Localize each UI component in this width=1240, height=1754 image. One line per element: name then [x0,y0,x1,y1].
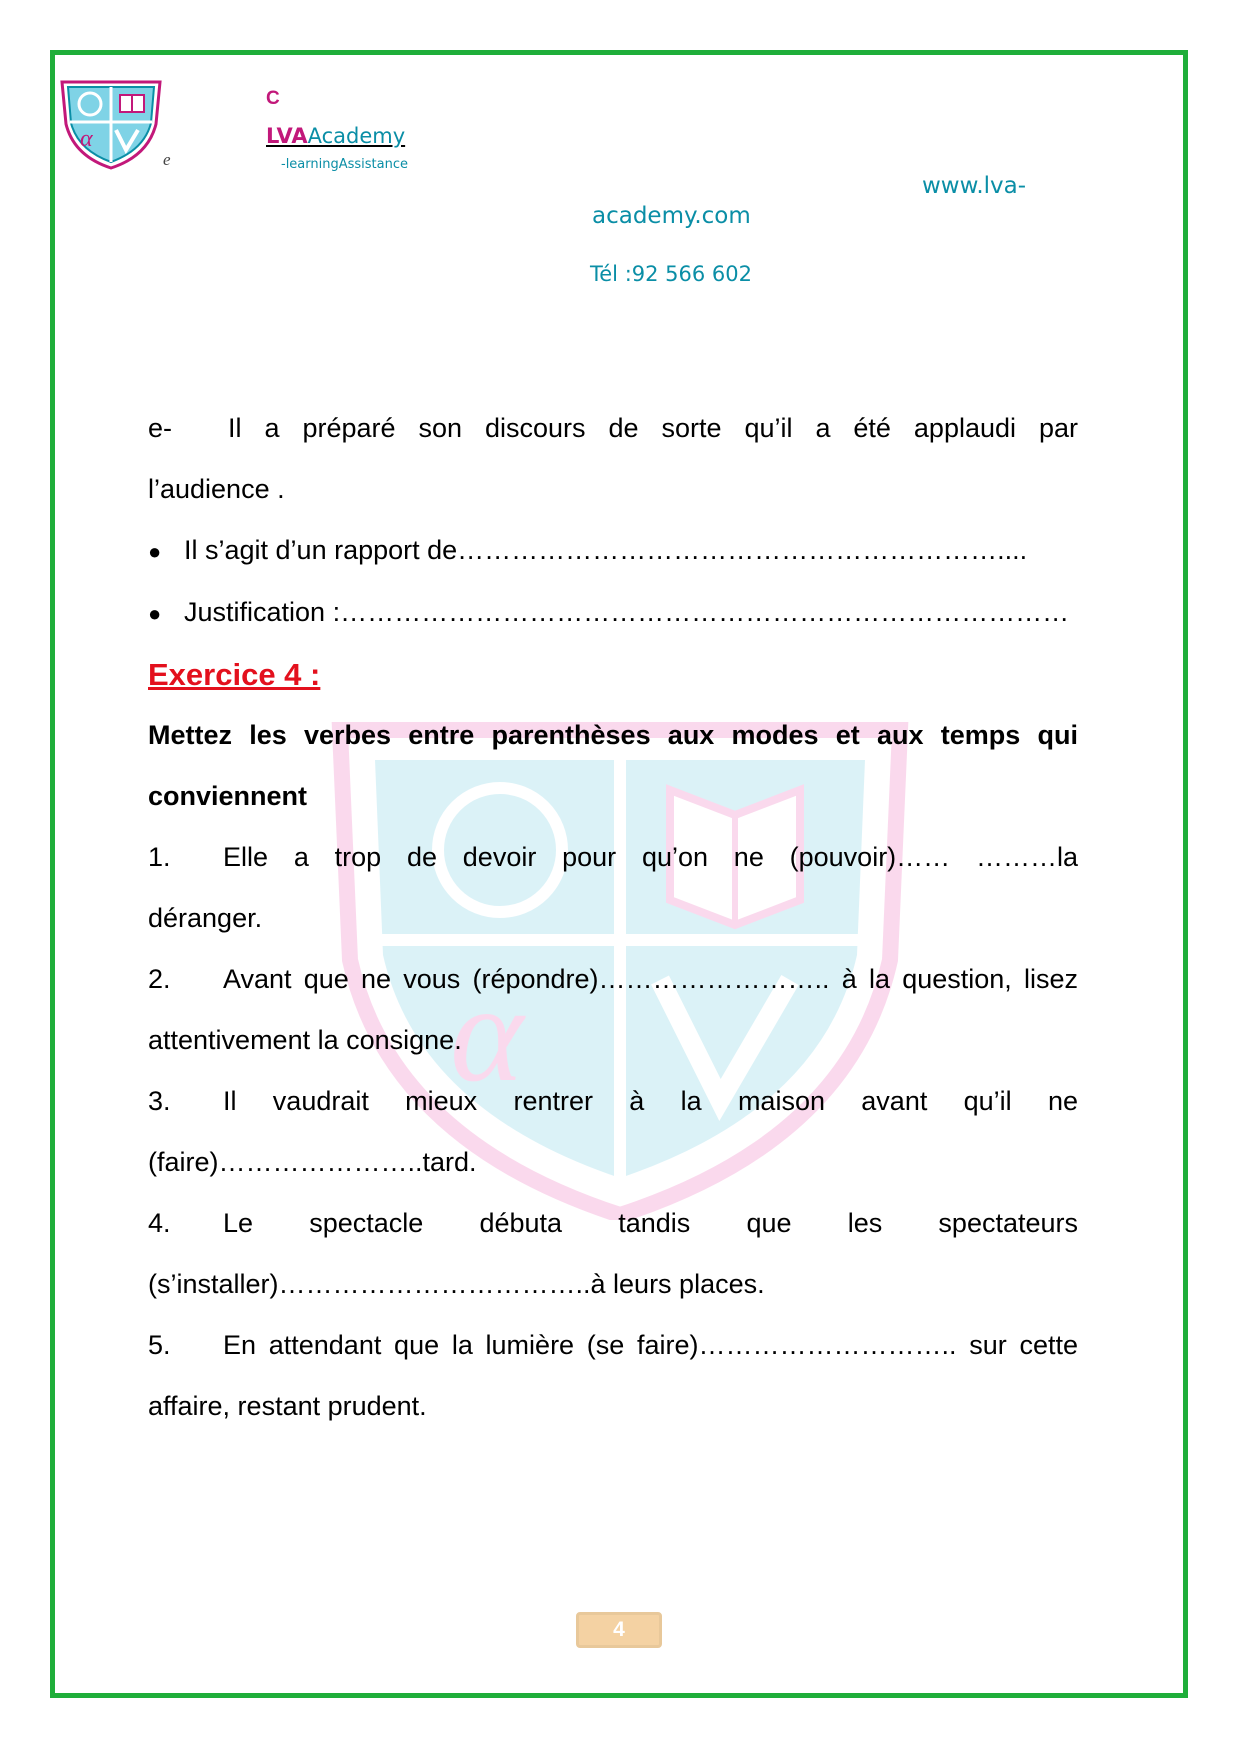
exercise-item-3-line1 [148,1071,1078,1132]
page-number: 4 [576,1612,662,1648]
item-number: 5. [148,1330,171,1360]
bullet-justification-text: Justification :……………………………………………………………………… [184,597,1070,627]
phone-number: Tél :92 566 602 [590,262,753,286]
bullet-justification [148,582,1078,644]
bullet-icon: ● [148,601,162,626]
item-e-label: e- [148,413,173,443]
exercise-item-3-line2: (faire)…………………..tard. [148,1147,477,1177]
lva-academy-logo [58,78,164,170]
brand-c: C [266,88,280,109]
worksheet-content [148,398,1078,1437]
logo-e-letter: e [163,150,171,169]
item-number: 1. [148,842,171,872]
item-text: Il vaudrait mieux rentrer à la maison avant qu’il ne [223,1086,1078,1116]
item-text: Avant que ne vous (répondre)…………………….. à la question, lisez [223,964,1078,994]
exercise-item-1-line2: déranger. [148,903,263,933]
exercise-item-2-line1 [148,949,1078,1010]
svg-text:α: α [80,126,93,152]
item-text: Elle a trop de devoir pour qu’on ne (pouvoir)…… ………la [223,842,1078,872]
website-line2: academy.com [592,203,751,229]
website-line1: www.lva- [922,173,1027,199]
svg-text:α: α [450,956,524,1111]
item-e-text: Il a préparé son discours de sorte qu’il a été applaudi par [228,413,1078,443]
item-text: Le spectacle débuta tandis que les spectateurs [223,1208,1078,1238]
brand-prefix: LVA [266,124,308,148]
item-number: 2. [148,964,171,994]
exercise-item-4-line2: (s’installer)……………………………..à leurs places. [148,1269,765,1299]
exercise-item-2-line2: attentivement la consigne. [148,1025,462,1055]
bullet-icon: ● [148,539,162,564]
instruction-line1: Mettez les verbes entre parenthèses aux modes et aux temps qui [148,720,1078,750]
brand-tagline: -learningAssistance [281,157,408,172]
item-number: 4. [148,1208,171,1238]
exercise-item-1-line1 [148,827,1078,888]
item-e-line1 [148,398,1078,459]
instruction-line2: conviennent [148,781,308,811]
exercise-title [148,644,1078,705]
brand-suffix: Academy [307,124,406,148]
exercise-item-5-line2: affaire, restant prudent. [148,1391,427,1421]
exercise-item-5-line1 [148,1315,1078,1376]
item-number: 3. [148,1086,171,1116]
bullet-rapport-text: Il s’agit d’un rapport de…………………………………………………….... [184,535,1028,565]
item-text: En attendant que la lumière (se faire)……………………….. sur cette [223,1330,1078,1360]
item-e-line2: l’audience . [148,474,285,504]
bullet-rapport [148,520,1078,582]
brand-name [266,124,405,148]
exercise-item-4-line1 [148,1193,1078,1254]
exercise-title-text: Exercice 4 : [148,657,321,692]
